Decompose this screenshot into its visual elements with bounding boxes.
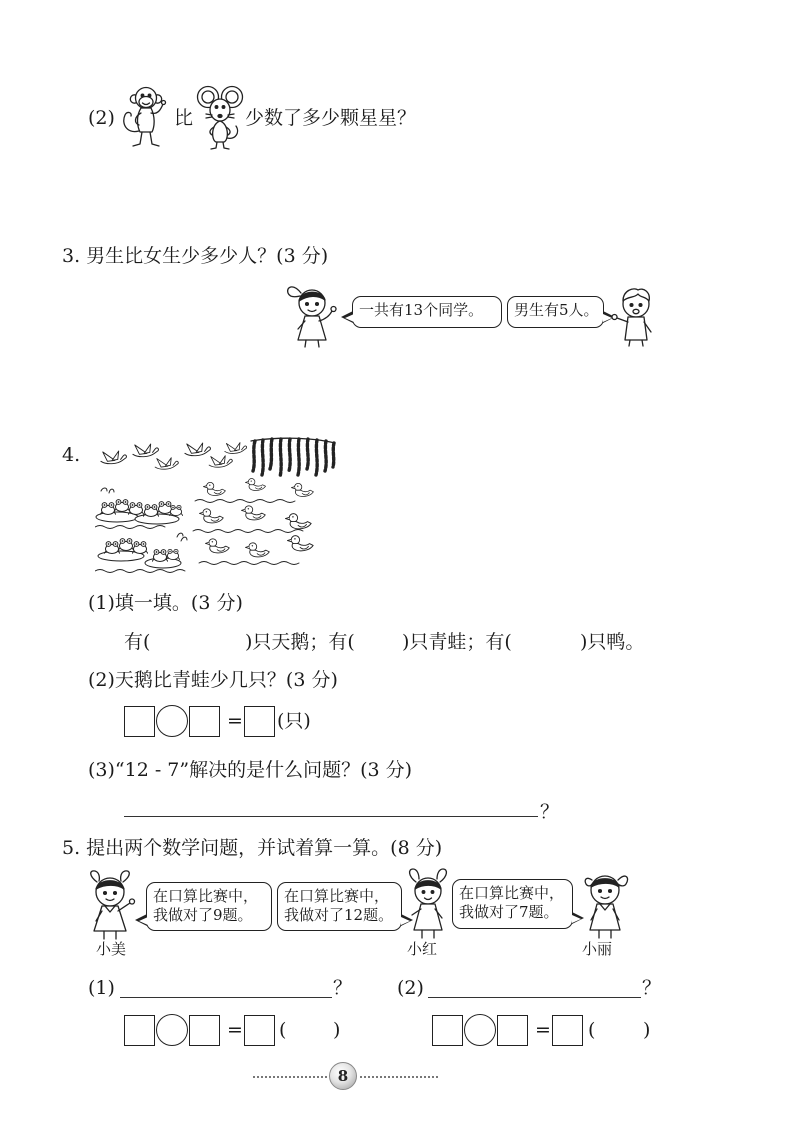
answer-box-second-number	[189, 706, 220, 737]
q4-part2-title: (2)天鹅比青蛙少几只？(3 分)	[88, 669, 338, 691]
mouse-image	[196, 84, 244, 152]
xiaoli-head	[591, 876, 619, 904]
answer-box-result	[244, 706, 275, 737]
answer-box-result	[244, 1015, 275, 1046]
answer-box-result	[552, 1015, 583, 1046]
question-4-number: 4.	[62, 444, 81, 466]
answer-question-mark: ？	[540, 801, 560, 823]
unit-paren-open: (	[279, 1019, 287, 1041]
xiaomei-speech-line1: 在口算比赛中，	[153, 887, 259, 905]
xiaohong-speech-line1: 在口算比赛中，	[284, 887, 390, 905]
mouse-head	[198, 87, 243, 122]
girl-speech-text: 一共有13个同学。	[359, 301, 484, 319]
xiaoli-body	[590, 904, 620, 938]
answer-box-first-number	[432, 1015, 463, 1046]
xiaohong-head	[415, 878, 441, 904]
q5-part1-answer-line	[120, 997, 332, 998]
question-3-title: 3. 男生比女生少多少人？(3 分)	[62, 245, 329, 267]
answer-box-first-number	[124, 1015, 155, 1046]
page-number: 8	[337, 1067, 349, 1085]
xiaomei-speech-bubble	[146, 882, 272, 931]
unit-paren-close: )	[643, 1019, 651, 1041]
mouse-body	[210, 121, 238, 149]
ducks	[199, 479, 313, 557]
girl-xiaoli-illustration	[578, 866, 632, 942]
page-number-badge	[329, 1062, 357, 1090]
q4-part3-title: (3)“12 - 7”解决的是什么问题？(3 分)	[88, 759, 413, 781]
speaker-name-xiaoli: 小丽	[582, 940, 613, 958]
boy-body	[612, 315, 651, 347]
q5-part2-label: (2)	[397, 977, 424, 999]
subquestion-label: (2)	[88, 107, 115, 129]
boy-illustration	[608, 284, 660, 348]
q4-part1-title: (1)填一填。(3 分)	[88, 592, 243, 614]
xiaomei-speech-line2: 我做对了9题。	[153, 906, 253, 924]
q5-part2-question-mark: ？	[642, 977, 662, 999]
monkey-image	[120, 84, 170, 150]
fill-blank-frogs-start: )只天鹅；有(	[245, 631, 355, 653]
answer-box-first-number	[124, 706, 155, 737]
equals-sign: =	[227, 1019, 243, 1041]
willow-tree	[251, 438, 335, 477]
boy-speech-text: 男生有5人。	[514, 301, 599, 319]
answer-line	[124, 816, 538, 817]
q5-part1-question-mark: ？	[333, 977, 353, 999]
xiaoli-speech-bubble	[452, 879, 573, 929]
pond-scene-image	[95, 437, 337, 577]
answer-unit: (只)	[277, 710, 311, 732]
speaker-name-xiaohong: 小红	[407, 940, 438, 958]
answer-circle-operator	[464, 1014, 496, 1046]
girl-head	[299, 290, 325, 316]
boy-head	[623, 289, 649, 317]
equals-sign: =	[227, 710, 243, 732]
xiaoli-speech-line1: 在口算比赛中，	[459, 884, 565, 902]
girl-speech-bubble	[352, 296, 502, 328]
xiaohong-speech-line2: 我做对了12题。	[284, 906, 394, 924]
monkey-head	[130, 88, 161, 109]
flying-swans	[101, 443, 247, 470]
xiaohong-speech-bubble	[277, 882, 402, 931]
xiaohong-body	[412, 904, 442, 938]
q5-part2-answer-line	[428, 997, 641, 998]
boy-speech-bubble	[507, 296, 604, 328]
girl-xiaohong-illustration	[404, 866, 452, 942]
answer-box-second-number	[189, 1015, 220, 1046]
girl-xiaomei-illustration	[84, 868, 144, 942]
speaker-name-xiaomei: 小美	[96, 940, 127, 958]
fill-blank-ducks-start: )只青蛙；有(	[402, 631, 512, 653]
fill-blank-end: )只鸭。	[580, 631, 645, 653]
xiaoli-speech-line2: 我做对了7题。	[459, 903, 559, 921]
question-5-title: 5. 提出两个数学问题，并试着算一算。(8 分)	[62, 837, 443, 859]
comparison-word: 比	[174, 107, 194, 129]
footer-dotted-line-right	[360, 1076, 438, 1078]
equals-sign: =	[535, 1019, 551, 1041]
answer-circle-operator	[156, 1014, 188, 1046]
footer-dotted-line-left	[253, 1076, 327, 1078]
girl-pigtail	[288, 287, 301, 297]
answer-box-second-number	[497, 1015, 528, 1046]
girl-illustration	[284, 281, 344, 349]
subquestion-text: 少数了多少颗星星？	[245, 107, 417, 129]
xiaomei-head	[96, 878, 124, 906]
answer-circle-operator	[156, 705, 188, 737]
fill-blank-swans-start: 有(	[124, 631, 151, 653]
monkey-tail	[124, 112, 139, 131]
unit-paren-open: (	[588, 1019, 596, 1041]
q5-part1-label: (1)	[88, 977, 115, 999]
unit-paren-close: )	[333, 1019, 341, 1041]
